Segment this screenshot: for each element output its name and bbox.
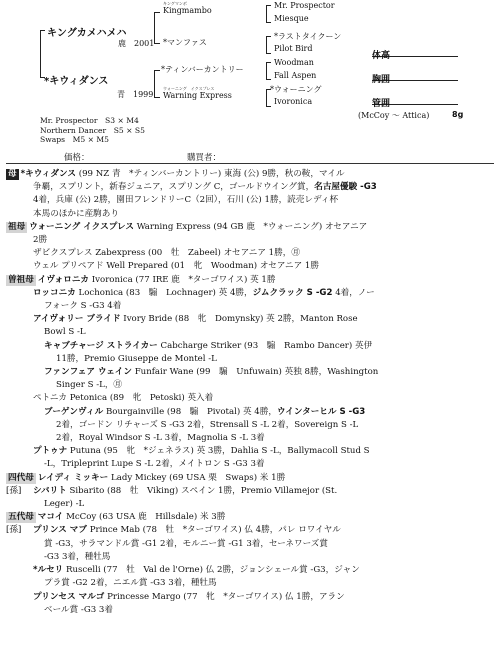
height-field: 体高 — [372, 43, 458, 57]
mccoy-note: (McCoy ～ Attica) — [358, 111, 430, 120]
sire-sire: キングマンボ Kingmambo — [163, 1, 212, 15]
inbreeding-crosses: Mr. Prospector S3 × M4 Northern Dancer S5 × S5 Swaps M5 × M5 — [40, 116, 145, 144]
price-label: 価格： — [64, 153, 90, 163]
granddam-section: 祖母 ウォーニング イクスプレス Warning Express (94 GB 鹿 *ウォーニング) オセアニア — [8, 221, 368, 232]
fifth-dam-section: 五代母 マコイ McCoy (63 USA 鹿 Hillsdale) 米 3勝 — [8, 512, 226, 523]
family-text: 母 *キウィダンス (99 NZ 青 *ティンバーカントリー) 東海 (公) 9勝，秋の鞍，マイル 争覇，スプリント，新春ジュニア，スプリング C，ゴールドウイング賞，名古屋優駿 -G3 4着，兵庫 (公) 2勝，園田フレンドリーC（2回），石川 (公) 1勝，読売レディ杯 本馬のほかに産駒あり 祖母 ウォーニング イクスプレス Warning Express (94 GB 鹿 *ウォーニング) オセアニア 2勝 ザビクスプレス Zabexpress (00 牡 Zabeel) オセアニア 1勝，㊊ ウェル プリペアド Well Prepared (01 牝 Woodman) オセアニア 1勝 曽祖母 イヴォロニカ Ivoronica (77 IRE 鹿 *ターゴワイス) 英 1勝 ロッコニカ Lochonica (83 騸 Lochnager) 英 4勝，ジムクラック S -G2 4着，ノー フォーク S -G3 4着 アイヴォリー ブライド Ivory Bride (88 牝 Domynsky) 英 2勝，Manton Rose Bowl S -L キャブチャージ ストライカー Cabcharge Striker (93 騸 Rambo Dancer) 英伊 11勝，Premio Giuseppe de Montel -L ファンフェア ウェイン Funfair Wane (99 騸 Unfuwain) 英独 8勝，Washington Singer S -L，㊊ ペトニカ Petonica (89 牝 Petoski) 英入着 ブーゲンヴィル Bourgainville (98 騸 Pivotal) 英 4勝，ウインターヒル S -G3 2着，ゴードン リチャーズ S -G3 2着，Strensall S -L 2着，Sovereign S -L 2着，Royal Windsor S -L 3着，Magnolia S -L 3着 プトゥナ Putuna (95 牝 *ジェネラス) 英 3勝，Dahlia S -L，Ballymacoll Stud S -L，Tripleprint Lupe S -L 2着，メイトロン S -G3 3着 四代母 レイディ ミッキー Lady Mickey (69 USA 栗 Swaps) 米 1勝 [孫] シバリト Sibarito (88 牡 Viking) スペイン 1勝，Premio Villamejor (St. Leger) -L 五代母 マコイ McCoy (63 USA 鹿 Hillsdale) 米 3勝 [孫] プリンス マブ Prince Mab (78 牡 *ターゴワイス) 仏 4勝，パレ ロワイヤル 賞 -G3，サラマンドル賞 -G1 2着，モルニー賞 -G1 3着，セーネワーズ賞 -G3 3着，種牡馬 *ルセリ Ruscelli (77 牡 Val de l'Orne) 仏 2勝，ジョンシェール賞 -G3，ジャン プラ賞 -G2 2着，ニエル賞 -G3 3着，種牡馬 プリンセス マルゴ Princesse Margo (77 牝 *ターゴワイス) 仏 1勝，アラン ベール賞 -G3 3着 — [6, 168, 494, 617]
fourth-dam-tag: 四代母 — [8, 472, 34, 483]
ds1: Woodman — [274, 58, 314, 67]
sd1: *ラストタイクーン — [274, 32, 342, 41]
dd1: *ウォーニング — [270, 85, 322, 94]
great-granddam-section: 曽祖母 イヴォロニカ Ivoronica (77 IRE 鹿 *ターゴワイス) 英 1勝 — [8, 274, 276, 285]
ss1: Mr. Prospector — [274, 1, 335, 10]
buyer-label: 購買者： — [187, 153, 222, 163]
fifth-dam-tag: 五代母 — [8, 512, 34, 523]
dam-tag: 母 — [8, 169, 17, 179]
ds2: Fall Aspen — [274, 71, 317, 80]
great-granddam-tag: 曽祖母 — [8, 274, 34, 285]
dam-dam: ウォーニング イクスプレス Warning Express — [163, 86, 232, 100]
dam-meta: 青 1999 — [117, 90, 154, 99]
cannon-field: 管囲 — [372, 91, 458, 105]
sire-meta: 鹿 2001 — [118, 39, 155, 48]
granddam-tag: 祖母 — [8, 221, 26, 232]
sd2: Pilot Bird — [274, 44, 313, 53]
dd2: Ivoronica — [274, 97, 313, 106]
fourth-dam-section: 四代母 レイディ ミッキー Lady Mickey (69 USA 栗 Swaps) 米 1勝 — [8, 472, 286, 483]
sire-name: キングカメハメハ — [47, 28, 127, 39]
dam-sire: *ティンバーカントリー — [161, 65, 244, 74]
chest-field: 胸囲 — [372, 67, 458, 81]
weight: 8g — [452, 110, 464, 119]
dam-name: *キウィダンス — [44, 76, 109, 87]
dam-section: 母 *キウィダンス (99 NZ 青 *ティンバーカントリー) 東海 (公) 9勝，秋の鞍，マイル — [8, 169, 345, 179]
sire-dam: *マンファス — [163, 38, 207, 47]
ss2: Miesque — [274, 14, 309, 23]
